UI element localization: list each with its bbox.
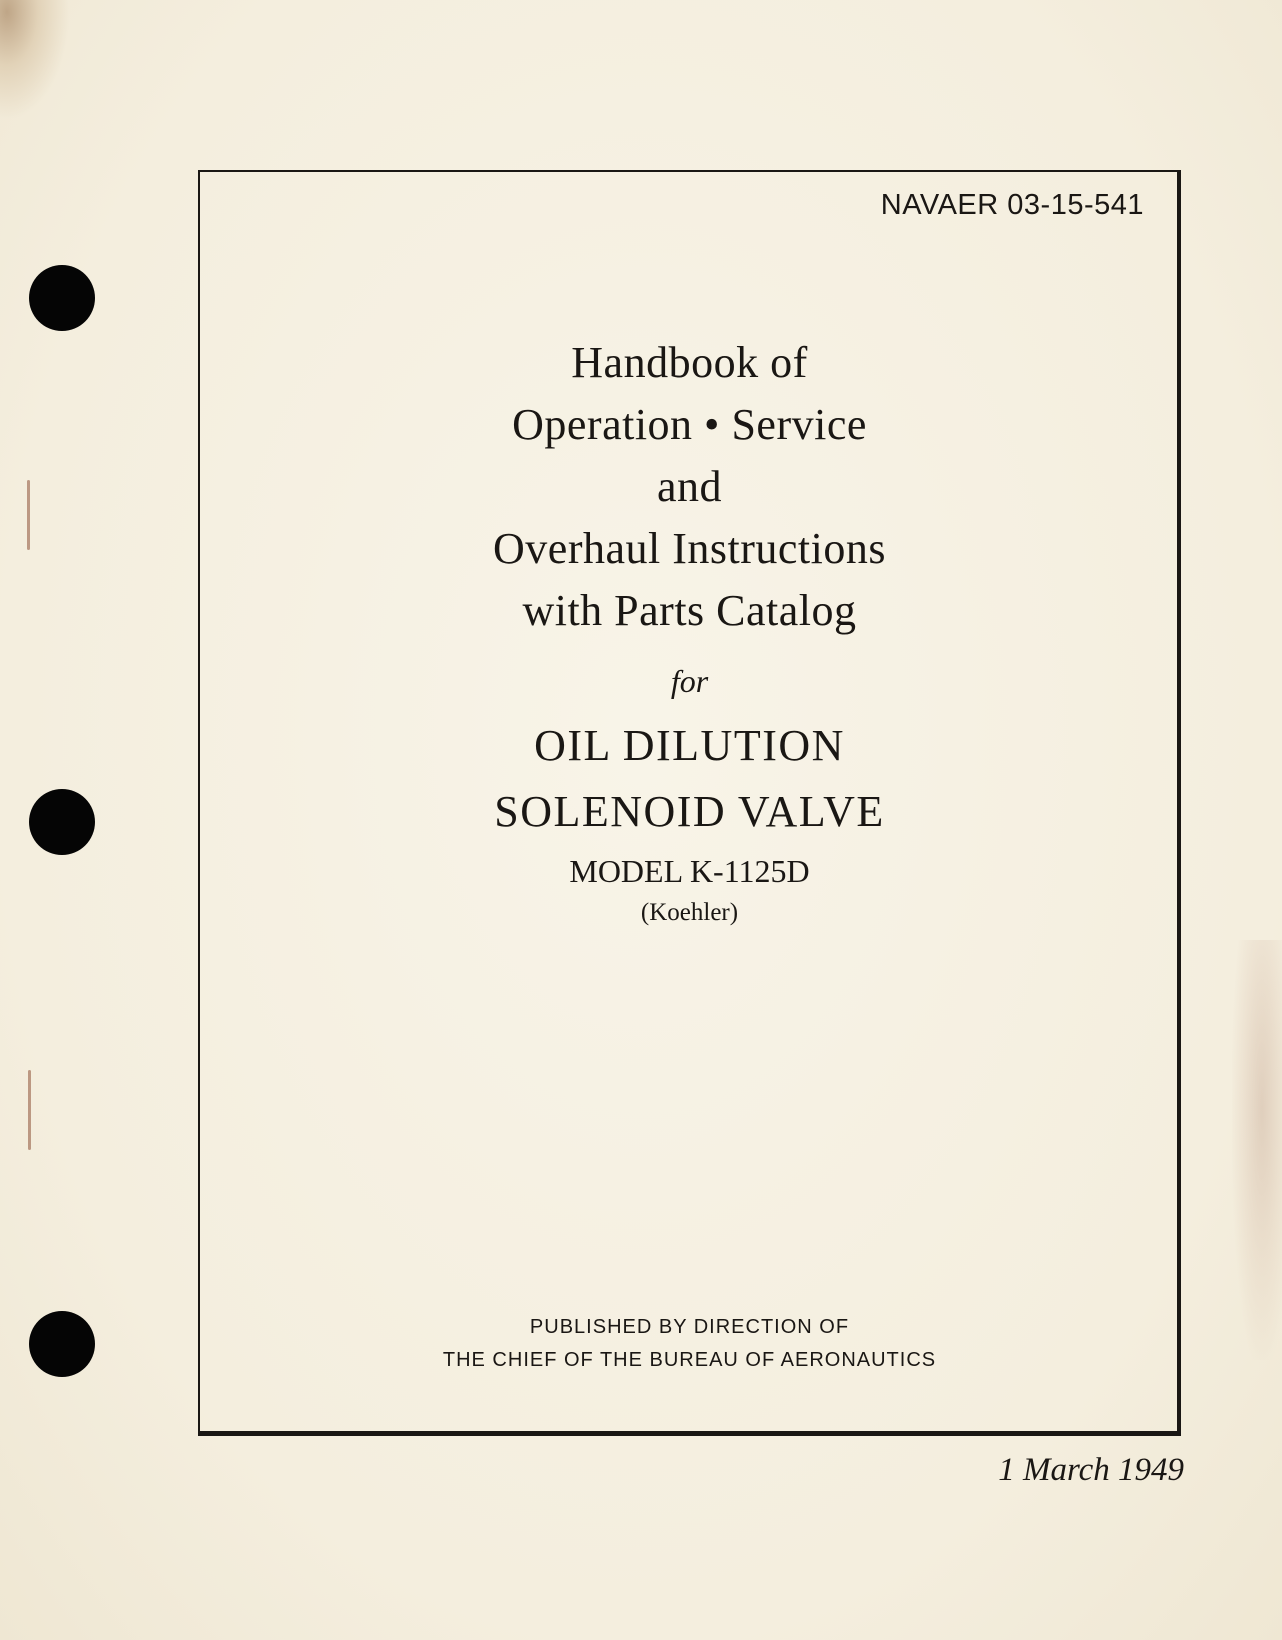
binder-hole: [29, 789, 95, 855]
published-by-line-2: THE CHIEF OF THE BUREAU OF AERONAUTICS: [442, 1349, 937, 1371]
title-line-1: Handbook of: [571, 338, 808, 387]
document-number: NAVAER 03-15-541: [880, 189, 1144, 221]
binder-hole: [29, 265, 95, 331]
title-line-5: with Parts Catalog: [522, 586, 857, 635]
binder-hole: [29, 1311, 95, 1377]
subject-line-2: SOLENOID VALVE: [494, 787, 885, 836]
title-block: [198, 0, 1181, 1640]
manufacturer: (Koehler): [640, 899, 739, 926]
publication-date: 1 March 1949: [998, 1452, 1184, 1488]
paper-stain: [0, 0, 70, 120]
title-line-3: and: [656, 462, 723, 511]
for-label: for: [670, 663, 709, 699]
paper-stain: [1232, 940, 1282, 1360]
paper-mark: [27, 480, 30, 550]
title-line-2: Operation • Service: [512, 400, 867, 449]
model-number: MODEL K-1125D: [569, 853, 810, 889]
subject-line-1: OIL DILUTION: [534, 721, 845, 770]
paper-mark: [28, 1070, 31, 1150]
title-line-4: Overhaul Instructions: [493, 524, 886, 573]
published-by-line-1: PUBLISHED BY DIRECTION OF: [529, 1316, 850, 1338]
